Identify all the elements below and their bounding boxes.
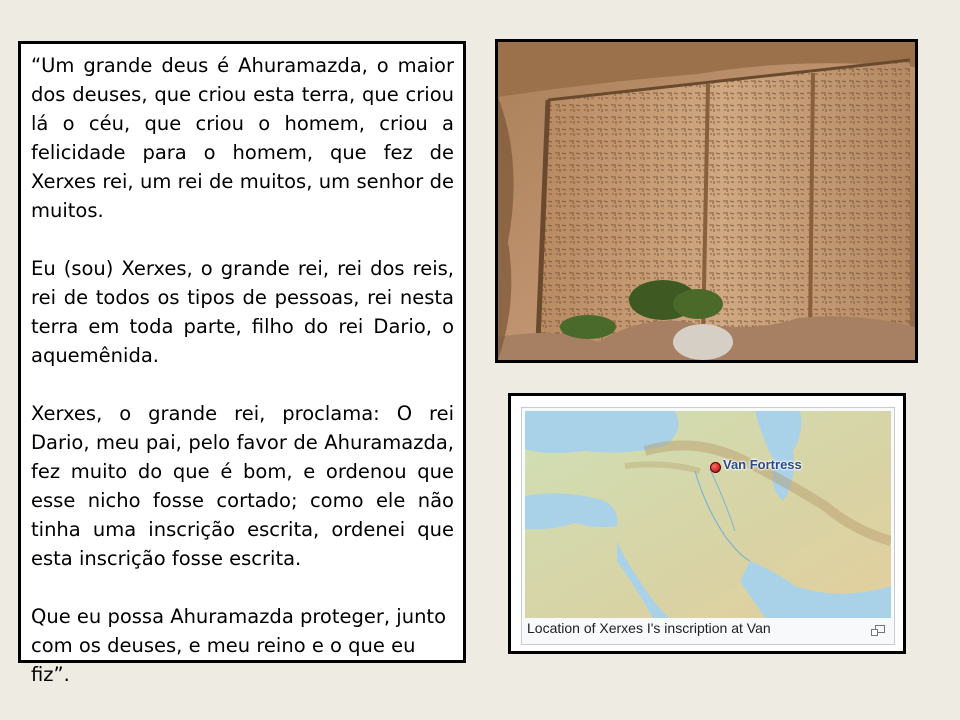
- inscription-photo: [495, 39, 918, 363]
- paragraph-2: Eu (sou) Xerxes, o grande rei, rei dos reis, rei de todos os tipos de pessoas, rei nesta terra em toda parte, filho do rei Dario, o aquemênida.: [31, 257, 454, 367]
- paragraph-1: “Um grande deus é Ahuramazda, o maior dos deuses, que criou esta terra, que criou lá o céu, que criou o homem, criou a felicidade para o homem, que fez de Xerxes rei, um rei de muitos, um senhor de muitos.: [31, 54, 454, 222]
- paragraph-3: Xerxes, o grande rei, proclama: O rei Dario, meu pai, pelo favor de Ahuramazda, fez muito do que é bom, e ordenou que esse nicho fosse cortado; como ele não tinha uma inscrição escrita, ordenei que esta inscrição fosse escrita.: [31, 402, 454, 570]
- map-caption: Location of Xerxes I's inscription at Van: [527, 620, 771, 636]
- location-marker-icon: [710, 462, 721, 473]
- enlarge-icon[interactable]: [871, 623, 885, 634]
- marker-label: Van Fortress: [723, 457, 802, 472]
- map-thumbnail: [521, 407, 895, 645]
- map-frame: [508, 393, 906, 654]
- location-map[interactable]: [525, 411, 891, 618]
- paragraph-4: Que eu possa Ahuramazda proteger, junto com os deuses, e meu reino e o que eu fiz”.: [31, 605, 447, 686]
- inscription-text-box: [18, 41, 466, 686]
